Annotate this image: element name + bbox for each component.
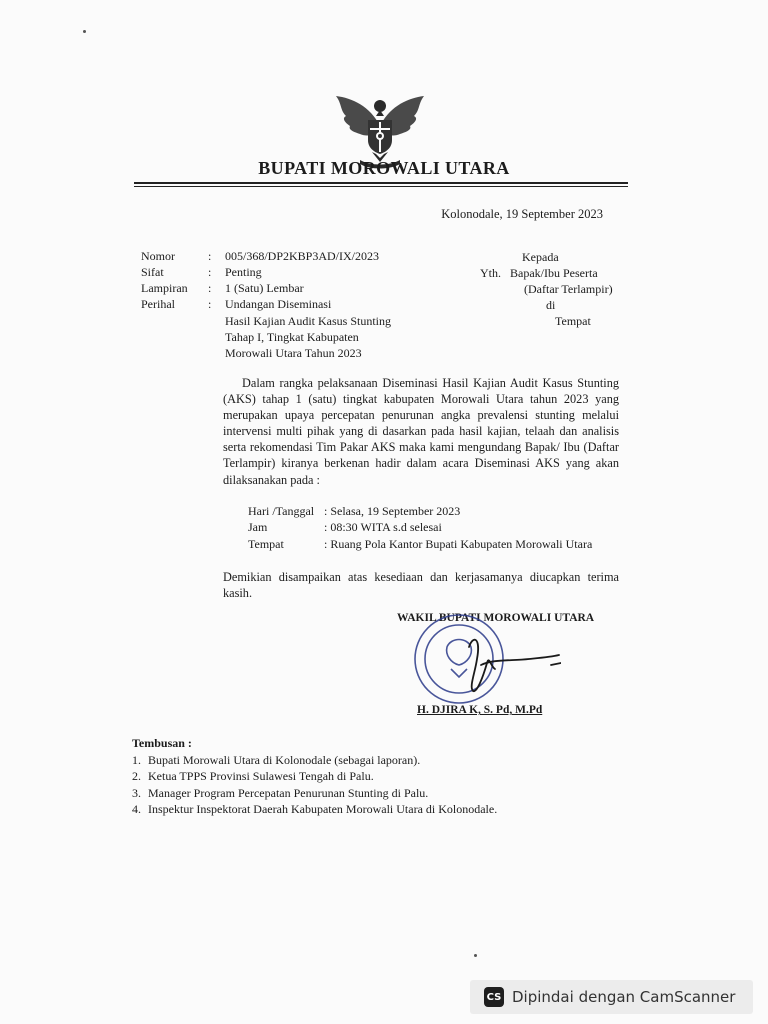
list-item [132,752,497,768]
schedule-value: : 08:30 WITA s.d selesai [324,520,442,534]
list-item-text: Bupati Morowali Utara di Kolonodale (sebagai laporan). [148,753,421,767]
list-item-number: 1. [132,753,141,767]
meta-colon: : [208,265,212,279]
list-item-text: Manager Program Percepatan Penurunan Stunting di Palu. [148,785,429,800]
schedule-label: Jam [248,520,268,534]
letterhead-rule-thick [134,182,628,184]
meta-value: 1 (Satu) Lembar [225,281,304,295]
schedule-value: : Selasa, 19 September 2023 [324,504,461,518]
list-item-number: 4. [132,802,141,817]
schedule-label: Hari /Tanggal [248,504,315,518]
perihal-line-4: Morowali Utara Tahun 2023 [225,346,362,360]
meta-colon: : [208,297,212,311]
schedule-label: Tempat [248,537,284,551]
camscanner-logo-icon: CS [484,987,504,1007]
meta-colon: : [208,281,212,295]
meta-label: Sifat [141,265,164,279]
meta-value: Undangan Diseminasi [225,297,332,311]
letterhead-rule-thin [134,186,628,187]
signature-name: H. DJIRA K, S. Pd, M.Pd [417,704,543,716]
camscanner-text: Dipindai dengan CamScanner [512,988,736,1006]
recipient-name: Bapak/Ibu Peserta [510,266,598,280]
letterhead-title: BUPATI MOROWALI UTARA [258,158,510,178]
body-paragraph: Dalam rangka pelaksanaan Diseminasi Hasil Kajian Audit Kasus Stunting (AKS) tahap 1 (satu) tingkat kabupaten Morowali Utara tahun 2023 yang merupakan upaya percepatan penurunan angka prevalensi stunting melalui intervensi multi pihak yang di dasarkan pada hasil kajian, telaah dan analisis serta rekomendasi Tim Pakar AKS maka kami mengundang Bapak/ Ibu (Daftar Terlampir) kiranya berkenan hadir dalam acara Diseminasi AKS yang akan dilaksanakan pada : [223,376,619,487]
official-stamp-icon [411,607,561,719]
list-item [132,768,497,784]
list-item-number: 2. [132,769,141,784]
schedule-value: : Ruang Pola Kantor Bupati Kabupaten Morowali Utara [324,537,593,551]
meta-label: Lampiran [141,281,188,295]
meta-colon: : [208,249,212,263]
list-item-text: Inspektur Inspektorat Daerah Kabupaten Morowali Utara di Kolonodale. [148,802,498,817]
closing-paragraph: Demikian disampaikan atas kesediaan dan kerjasamanya diucapkan terima kasih. [223,570,619,600]
perihal-line-2: Hasil Kajian Audit Kasus Stunting [225,314,391,328]
camscanner-badge [470,980,753,1014]
meta-value: 005/368/DP2KBP3AD/IX/2023 [225,249,380,263]
scan-speck [474,954,477,957]
list-item-text: Ketua TPPS Provinsi Sulawesi Tengah di Palu. [148,769,374,784]
meta-label: Perihal [141,297,175,311]
recipient-kepada: Kepada [522,250,559,264]
meta-label: Nomor [141,249,175,263]
tembusan-list [132,752,497,818]
recipient-yth: Yth. [480,266,501,280]
list-item [132,801,497,817]
signature-title: WAKIL BUPATI MOROWALI UTARA [397,612,595,624]
tembusan-heading: Tembusan : [132,736,192,750]
perihal-line-3: Tahap I, Tingkat Kabupaten [225,330,359,344]
list-item [132,785,497,801]
scan-speck [83,30,86,33]
recipient-tempat: Tempat [555,314,591,328]
meta-value: Penting [225,265,262,279]
recipient-note: (Daftar Terlampir) [524,282,613,296]
recipient-di: di [546,298,556,312]
date-line: Kolonodale, 19 September 2023 [441,207,603,221]
list-item-number: 3. [132,785,141,800]
